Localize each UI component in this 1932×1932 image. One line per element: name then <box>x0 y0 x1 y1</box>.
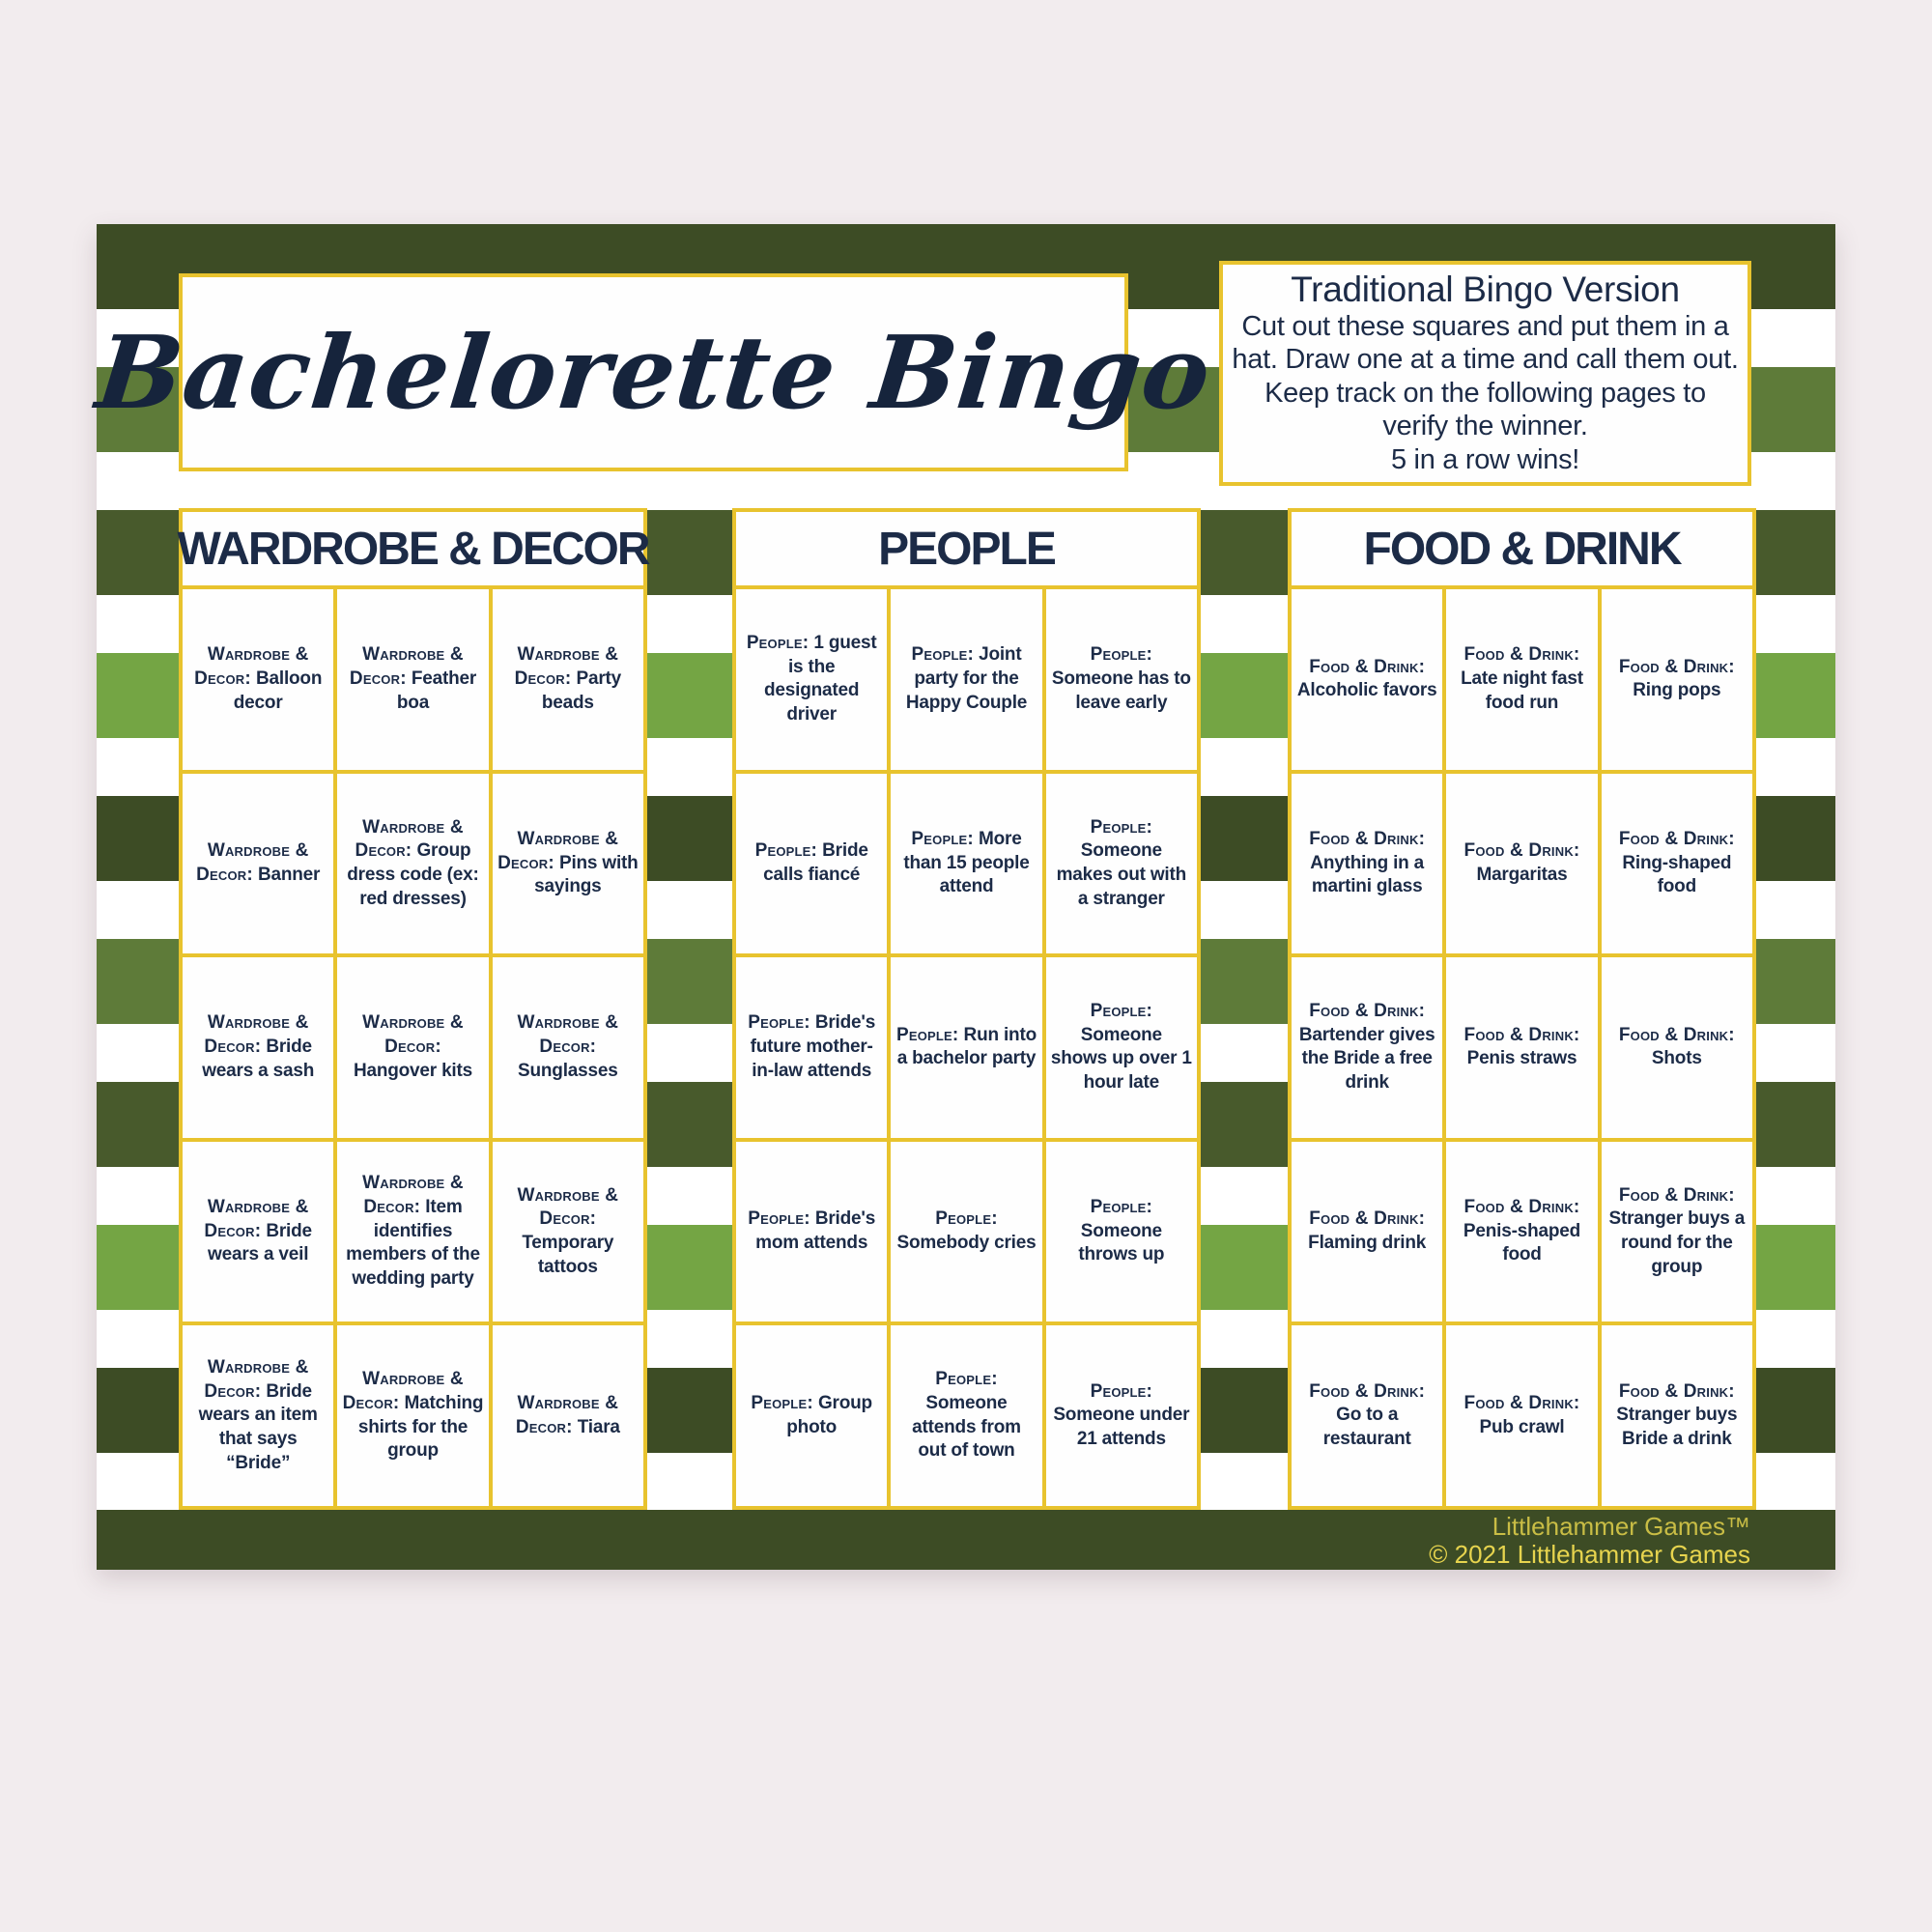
bingo-cell <box>891 774 1041 954</box>
cell-category-prefix: Wardrobe & Decor: <box>194 644 309 689</box>
bingo-cell-text <box>895 828 1037 899</box>
bingo-cell <box>736 774 887 954</box>
bingo-cell <box>183 774 333 954</box>
bingo-cell-text <box>187 1196 328 1267</box>
cell-category-prefix: Wardrobe & Decor: <box>196 840 309 885</box>
cell-item-text: Bride's future mother-in-law attends <box>750 1012 876 1081</box>
bingo-cell <box>891 589 1041 770</box>
cell-category-prefix: People: <box>935 1369 998 1390</box>
bingo-cell-text <box>187 839 328 887</box>
cell-item-text: Someone makes out with a stranger <box>1056 840 1187 909</box>
cell-item-text: Bride calls fiancé <box>763 840 868 885</box>
bingo-cell-text <box>1051 816 1192 912</box>
cell-category-prefix: People: <box>1090 1197 1153 1218</box>
bingo-cell <box>1046 589 1197 770</box>
cell-category-prefix: People: <box>1090 1380 1153 1402</box>
bingo-cell-text <box>1606 1184 1747 1280</box>
bingo-cell <box>1292 1325 1442 1506</box>
bingo-cell-text <box>342 1011 483 1083</box>
cell-item-text: Feather boa <box>396 668 477 713</box>
bingo-cell <box>493 1325 643 1506</box>
cell-category-prefix: Wardrobe & Decor: <box>204 1012 309 1058</box>
bingo-cell <box>1292 774 1442 954</box>
cell-category-prefix: Food & Drink: <box>1618 1184 1735 1206</box>
cell-item-text: Banner <box>257 864 321 885</box>
cell-item-text: Pub crawl <box>1479 1416 1565 1437</box>
instructions-body: Cut out these squares and put them in a hat. Draw one at a time and call them out. Keep track on the following pages to verify the winner. <box>1232 311 1739 441</box>
cell-category-prefix: People: <box>748 1208 810 1230</box>
cell-item-text: Bride's mom attends <box>755 1208 876 1254</box>
bingo-cell <box>736 1325 887 1506</box>
cell-item-text: Pins with sayings <box>534 852 639 897</box>
bingo-cell <box>337 1325 488 1506</box>
instructions-box <box>1219 261 1751 486</box>
cell-category-prefix: People: <box>746 632 810 653</box>
bingo-cell-text <box>497 1392 639 1439</box>
bingo-cell <box>1602 589 1752 770</box>
bingo-cell <box>493 1142 643 1322</box>
bingo-cell-text <box>1606 1024 1747 1071</box>
bingo-cell-text <box>497 643 639 715</box>
cell-item-text: Shots <box>1651 1048 1702 1069</box>
bingo-cell-text <box>497 828 639 899</box>
category-header-people: PEOPLE <box>732 508 1201 589</box>
cell-category-prefix: Wardrobe & Decor: <box>204 1197 309 1241</box>
bingo-cell-text <box>1451 839 1592 887</box>
bingo-grid-wardrobe-decor <box>179 585 647 1510</box>
bingo-cell-text <box>1451 643 1592 715</box>
cell-item-text: Run into a bachelor party <box>896 1024 1037 1069</box>
bingo-cell-text <box>1296 828 1437 899</box>
bingo-cell-text <box>895 643 1037 715</box>
bingo-cell-text <box>1051 1196 1192 1267</box>
bingo-cell-text <box>1051 1380 1192 1452</box>
bingo-cell-text <box>342 643 483 715</box>
cell-item-text: Penis straws <box>1466 1048 1577 1069</box>
cell-category-prefix: Wardrobe & Decor: <box>204 1356 309 1402</box>
bingo-cell <box>1602 1142 1752 1322</box>
cell-category-prefix: Wardrobe & Decor: <box>517 1012 619 1058</box>
cell-category-prefix: People: <box>1090 1001 1153 1022</box>
bingo-cell <box>493 957 643 1138</box>
cell-category-prefix: Food & Drink: <box>1463 1024 1580 1045</box>
bingo-grid-food-drink <box>1288 585 1756 1510</box>
cell-item-text: Tiara <box>577 1416 620 1437</box>
cell-item-text: Balloon decor <box>233 668 323 713</box>
bingo-cell <box>1602 957 1752 1138</box>
bingo-cell <box>891 1325 1041 1506</box>
cell-category-prefix: Wardrobe & Decor: <box>362 1173 464 1218</box>
cell-item-text: Temporary tattoos <box>522 1233 614 1277</box>
category-header-wardrobe-decor: WARDROBE & DECOR <box>179 508 647 589</box>
bingo-cell <box>1446 774 1597 954</box>
cell-item-text: Sunglasses <box>518 1060 618 1081</box>
bingo-cell <box>1046 774 1197 954</box>
cell-category-prefix: Food & Drink: <box>1309 656 1426 677</box>
bingo-cell <box>736 957 887 1138</box>
cell-category-prefix: People: <box>911 828 974 849</box>
category-header-food-drink: FOOD & DRINK <box>1288 508 1756 589</box>
bingo-cell <box>1446 1325 1597 1506</box>
bingo-cell-text <box>895 1368 1037 1463</box>
cell-category-prefix: Wardrobe & Decor: <box>517 1184 619 1230</box>
bingo-cell-text <box>1451 1392 1592 1439</box>
cell-category-prefix: People: <box>935 1208 998 1230</box>
bingo-cell <box>183 1325 333 1506</box>
bingo-cell-text <box>187 1011 328 1083</box>
cell-item-text: Item identifies members of the wedding party <box>346 1197 480 1290</box>
bingo-cell <box>736 1142 887 1322</box>
bingo-cell-text <box>1451 1196 1592 1267</box>
instructions-win-condition: 5 in a row wins! <box>1390 444 1580 476</box>
cell-category-prefix: People: <box>1090 644 1153 666</box>
cell-category-prefix: Food & Drink: <box>1618 1380 1735 1402</box>
category-column-food-drink <box>1288 508 1756 1510</box>
bingo-cell-text <box>497 1011 639 1083</box>
cell-item-text: Anything in a martini glass <box>1310 852 1425 897</box>
bingo-cell <box>1446 589 1597 770</box>
cell-item-text: Ring pops <box>1633 680 1721 701</box>
bingo-card <box>91 224 1835 1570</box>
bingo-cell <box>337 589 488 770</box>
bingo-cell <box>183 957 333 1138</box>
cell-category-prefix: Food & Drink: <box>1618 656 1735 677</box>
bingo-cell-text <box>1606 828 1747 899</box>
cell-item-text: Matching shirts for the group <box>357 1393 484 1462</box>
bingo-cell-text <box>342 816 483 912</box>
cell-item-text: Late night fast food run <box>1461 668 1583 713</box>
cell-category-prefix: Food & Drink: <box>1463 1393 1580 1413</box>
cell-category-prefix: Food & Drink: <box>1309 1380 1426 1402</box>
bingo-cell-text <box>741 1392 882 1439</box>
bingo-cell-text <box>1606 656 1747 703</box>
cell-category-prefix: People: <box>1090 816 1153 838</box>
cell-item-text: Ring-shaped food <box>1622 852 1732 897</box>
bingo-cell <box>891 957 1041 1138</box>
cell-item-text: More than 15 people attend <box>903 828 1030 897</box>
cell-category-prefix: Food & Drink: <box>1309 1208 1426 1230</box>
cell-category-prefix: Food & Drink: <box>1309 1001 1426 1022</box>
bingo-cell <box>1446 1142 1597 1322</box>
bingo-grid-people <box>732 585 1201 1510</box>
bingo-cell-text <box>1051 643 1192 715</box>
cell-category-prefix: Food & Drink: <box>1463 840 1580 862</box>
page-title: Bachelorette Bingo <box>91 313 1216 432</box>
category-column-wardrobe-decor <box>179 508 647 1510</box>
cell-item-text: Party beads <box>541 668 622 713</box>
instructions-title: Traditional Bingo Version <box>1291 269 1680 309</box>
cell-item-text: Alcoholic favors <box>1296 680 1437 701</box>
cell-item-text: Stranger buys a round for the group <box>1608 1208 1746 1277</box>
cell-item-text: Someone throws up <box>1078 1220 1165 1265</box>
cell-item-text: Margaritas <box>1476 864 1568 885</box>
cell-category-prefix: Food & Drink: <box>1463 1197 1580 1218</box>
cell-category-prefix: Wardrobe & Decor: <box>355 816 464 862</box>
bingo-cell <box>1292 589 1442 770</box>
bingo-cell <box>1046 1325 1197 1506</box>
cell-item-text: Flaming drink <box>1308 1233 1427 1254</box>
cell-item-text: 1 guest is the designated driver <box>764 632 877 724</box>
bingo-cell <box>493 589 643 770</box>
bingo-cell-text <box>497 1184 639 1280</box>
cell-category-prefix: People: <box>748 1012 810 1034</box>
bingo-cell <box>1446 957 1597 1138</box>
bingo-cell-text <box>1451 1024 1592 1071</box>
bingo-cell <box>337 1142 488 1322</box>
bingo-cell <box>1046 1142 1197 1322</box>
cell-item-text: Group dress code (ex: red dresses) <box>347 840 479 909</box>
cell-item-text: Stranger buys Bride a drink <box>1616 1405 1738 1450</box>
bingo-cell <box>1046 957 1197 1138</box>
bingo-cell-text <box>741 839 882 887</box>
cell-item-text: Group photo <box>786 1393 872 1437</box>
footer-brand: Littlehammer Games™ <box>1492 1512 1750 1541</box>
title-box <box>91 273 1216 471</box>
cell-item-text: Someone has to leave early <box>1051 668 1191 713</box>
cell-item-text: Penis-shaped food <box>1463 1220 1581 1265</box>
footer-copyright: © 2021 Littlehammer Games <box>1429 1540 1750 1569</box>
cell-item-text: Someone shows up over 1 hour late <box>1050 1024 1192 1094</box>
cell-category-prefix: Food & Drink: <box>1463 644 1580 666</box>
bingo-cell-text <box>342 1172 483 1291</box>
category-column-people <box>732 508 1201 1510</box>
cell-category-prefix: People: <box>751 1393 813 1413</box>
bingo-cell-text <box>895 1024 1037 1071</box>
cell-category-prefix: Wardrobe & Decor: <box>514 644 619 689</box>
bingo-cell <box>891 1142 1041 1322</box>
bingo-cell-text <box>741 1011 882 1083</box>
bingo-cell <box>1602 1325 1752 1506</box>
bingo-cell-text <box>187 1356 328 1475</box>
cell-category-prefix: Wardrobe & Decor: <box>515 1393 619 1437</box>
cell-item-text: Go to a restaurant <box>1322 1405 1411 1450</box>
cell-item-text: Bride wears a sash <box>202 1037 315 1081</box>
cell-item-text: Bride wears a veil <box>208 1220 312 1265</box>
bingo-cell-text <box>741 1208 882 1255</box>
cell-category-prefix: Wardrobe & Decor: <box>362 1012 464 1058</box>
cell-item-text: Bartender gives the Bride a free drink <box>1298 1024 1435 1094</box>
cell-category-prefix: Food & Drink: <box>1618 1024 1735 1045</box>
cell-item-text: Bride wears an item that says “Bride” <box>198 1380 318 1473</box>
bingo-cell-text <box>741 632 882 727</box>
bingo-cell <box>493 774 643 954</box>
bingo-cell <box>337 957 488 1138</box>
footer-bar <box>97 1510 1835 1570</box>
cell-item-text: Someone under 21 attends <box>1053 1405 1190 1450</box>
cell-category-prefix: People: <box>754 840 818 862</box>
bingo-cell-text <box>1296 1000 1437 1095</box>
cell-category-prefix: People: <box>895 1024 959 1045</box>
cell-category-prefix: Food & Drink: <box>1309 828 1426 849</box>
bingo-cell-text <box>1296 1208 1437 1255</box>
bingo-cell-text <box>1606 1380 1747 1452</box>
bingo-cell <box>337 774 488 954</box>
bingo-cell-text <box>1051 1000 1192 1095</box>
bingo-cell <box>736 589 887 770</box>
cell-category-prefix: Wardrobe & Decor: <box>349 644 464 689</box>
cell-item-text: Joint party for the Happy Couple <box>905 644 1028 713</box>
cell-category-prefix: Wardrobe & Decor: <box>342 1369 464 1413</box>
cell-item-text: Someone attends from out of town <box>912 1393 1021 1462</box>
bingo-cell <box>1292 1142 1442 1322</box>
bingo-cell-text <box>895 1208 1037 1255</box>
cell-item-text: Hangover kits <box>353 1060 473 1081</box>
cell-category-prefix: Food & Drink: <box>1618 828 1735 849</box>
bingo-cell <box>183 589 333 770</box>
bingo-cell <box>1602 774 1752 954</box>
cell-item-text: Somebody cries <box>896 1233 1037 1254</box>
cell-category-prefix: Wardrobe & Decor: <box>497 828 619 873</box>
bingo-cell-text <box>1296 656 1437 703</box>
bingo-cell-text <box>1296 1380 1437 1452</box>
bingo-cell-text <box>342 1368 483 1463</box>
bingo-cell <box>183 1142 333 1322</box>
bingo-cell <box>1292 957 1442 1138</box>
bingo-cell-text <box>187 643 328 715</box>
cell-category-prefix: People: <box>911 644 974 666</box>
